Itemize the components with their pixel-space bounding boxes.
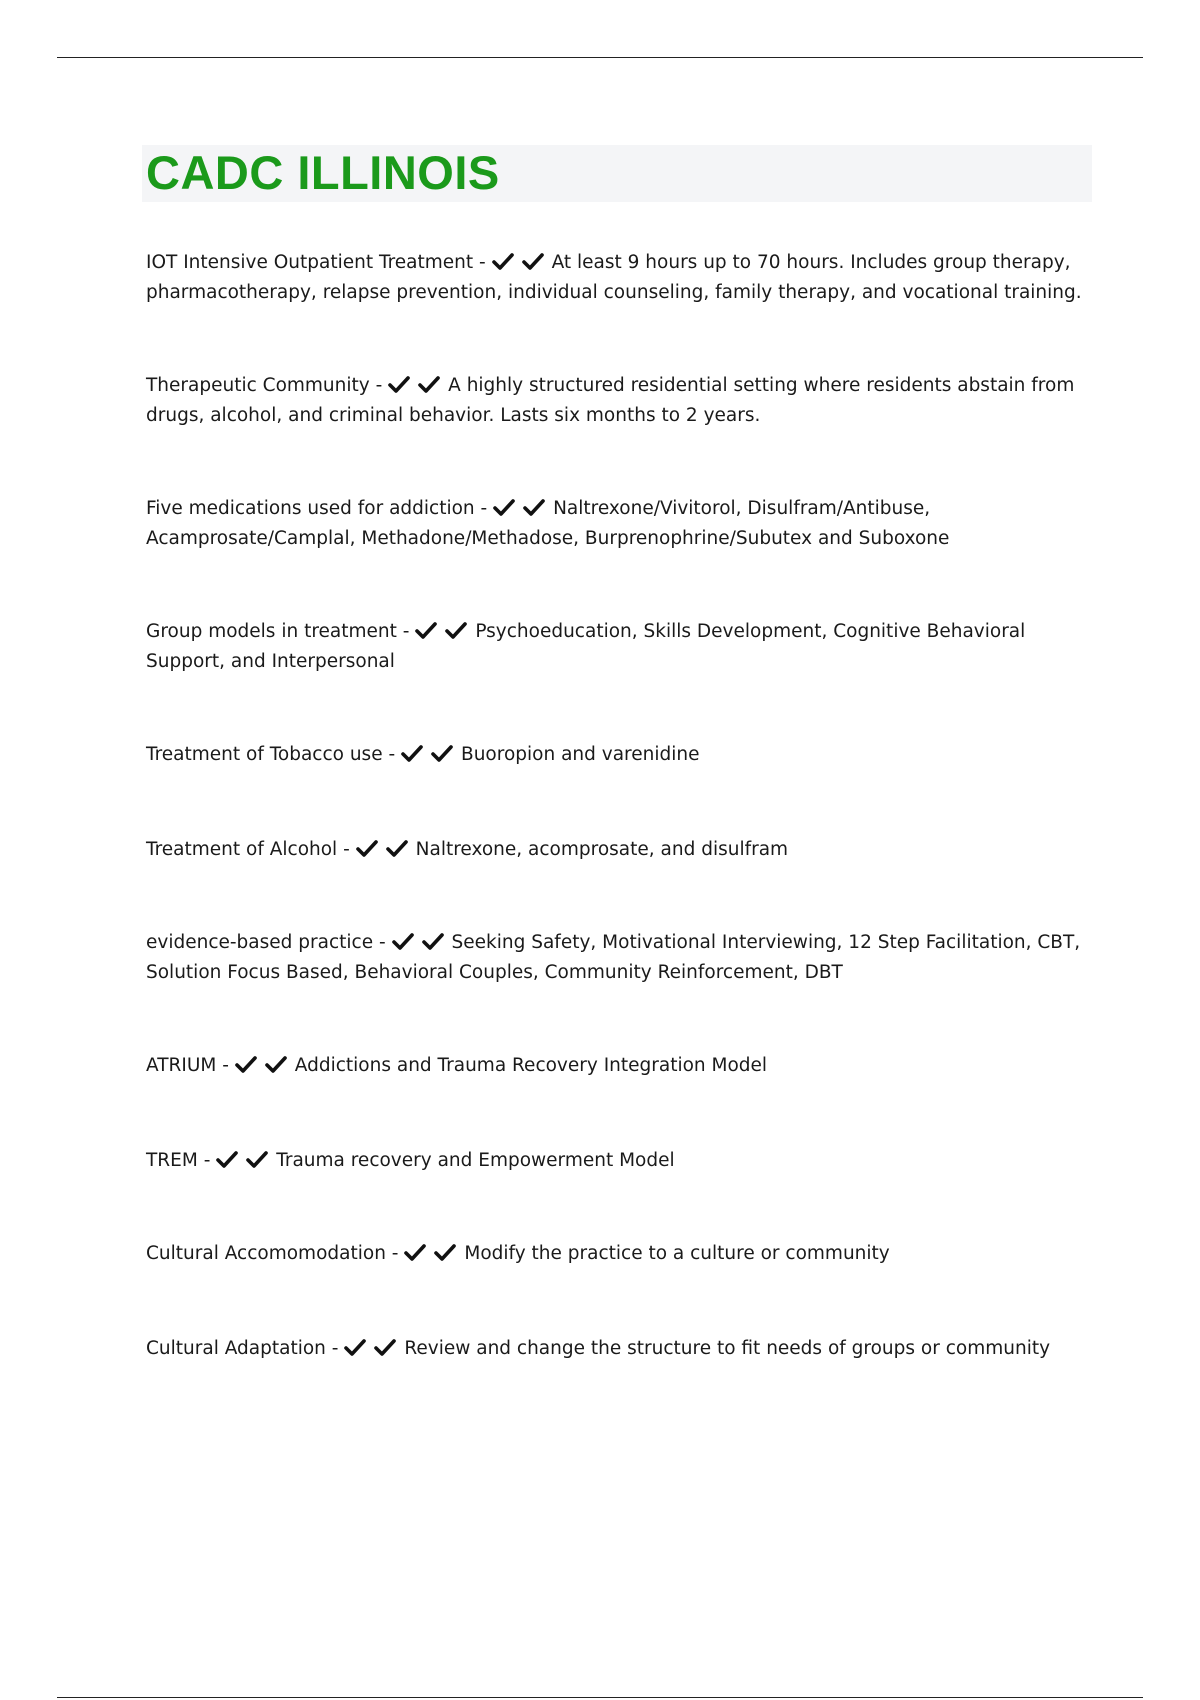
entry-term: Cultural Accomomodation (146, 1243, 386, 1264)
check-mark-icon (374, 1338, 396, 1356)
entry-separator: - (369, 375, 389, 396)
entry-separator: - (197, 1150, 217, 1171)
check-mark-icon (246, 1150, 268, 1168)
flashcard-entry (146, 1146, 1086, 1176)
check-mark-icon (265, 1055, 287, 1073)
entry-answer: Trauma recovery and Empowerment Model (276, 1150, 675, 1171)
flashcard-entry (146, 740, 1086, 770)
check-mark-icon (386, 839, 408, 857)
check-mark-icon (492, 252, 514, 270)
entry-separator: - (337, 839, 356, 860)
entry-separator: - (373, 932, 392, 953)
entry-answer: Review and change the structure to fit needs of groups or community (404, 1338, 1051, 1359)
check-mark-icon (388, 375, 410, 393)
entry-answer: Addictions and Trauma Recovery Integration Model (294, 1055, 768, 1076)
entry-separator: - (216, 1055, 235, 1076)
check-mark-icon (445, 621, 467, 639)
flashcard-entry (146, 928, 1086, 988)
check-mark-icon (392, 932, 414, 950)
flashcard-entry (146, 1334, 1086, 1364)
flashcard-entry (146, 1051, 1086, 1081)
check-mark-icon (415, 621, 437, 639)
check-mark-icon (434, 1243, 456, 1261)
check-mark-icon (404, 1243, 426, 1261)
entry-term: Cultural Adaptation (146, 1338, 326, 1359)
check-mark-icon (401, 744, 423, 762)
entry-separator: - (385, 1243, 405, 1264)
entry-separator: - (382, 744, 402, 765)
check-mark-icon (493, 498, 515, 516)
entry-term: TREM (146, 1150, 198, 1171)
entry-separator: - (474, 498, 494, 519)
flashcard-entry (146, 617, 1086, 677)
document-title: CADC ILLINOIS (146, 146, 500, 199)
entry-separator: - (325, 1338, 345, 1359)
entry-term: Treatment of Alcohol (146, 839, 338, 860)
entry-answer: A highly structured residential setting where residents abstain from drugs, alcohol, and criminal behavior. Lasts six months to 2 years. (146, 375, 1075, 426)
entry-term: Therapeutic Community (146, 375, 370, 396)
check-mark-icon (356, 839, 378, 857)
entry-separator: - (473, 252, 492, 273)
entry-term: IOT Intensive Outpatient Treatment (146, 252, 474, 273)
check-mark-icon (216, 1150, 238, 1168)
entry-answer: Buoropion and varenidine (461, 744, 700, 765)
entry-answer: Naltrexone, acomprosate, and disulfram (415, 839, 789, 860)
flashcard-entry (146, 494, 1086, 554)
entry-answer: Modify the practice to a culture or community (464, 1243, 890, 1264)
check-mark-icon (418, 375, 440, 393)
check-mark-icon (344, 1338, 366, 1356)
header-rule (57, 57, 1143, 58)
entry-term: Group models in treatment (146, 621, 397, 642)
flashcard-entry (146, 371, 1086, 431)
entry-term: ATRIUM (146, 1055, 217, 1076)
check-mark-icon (422, 932, 444, 950)
entry-term: Five medications used for addiction (146, 498, 475, 519)
entry-separator: - (396, 621, 416, 642)
flashcard-entry (146, 248, 1086, 308)
entry-answer: Naltrexone/Vivitorol, Disulfram/Antibuse, Acamprosate/Camplal, Methadone/Methadose, Burprenophrine/Subutex and Suboxone (146, 498, 950, 549)
check-mark-icon (235, 1055, 257, 1073)
entry-term: Treatment of Tobacco use (146, 744, 383, 765)
entry-answer: Seeking Safety, Motivational Interviewing, 12 Step Facilitation, CBT, Solution Focus Based, Behavioral Couples, Community Reinforcement, DBT (146, 932, 1081, 983)
check-mark-icon (522, 252, 544, 270)
entry-answer: Psychoeducation, Skills Development, Cognitive Behavioral Support, and Interpersonal (146, 621, 1026, 672)
entry-answer: At least 9 hours up to 70 hours. Includes group therapy, pharmacotherapy, relapse prevention, individual counseling, family therapy, and vocational training. (146, 252, 1082, 303)
entry-term: evidence-based practice (146, 932, 374, 953)
flashcard-entry (146, 835, 1086, 865)
footer-rule (57, 1697, 1143, 1698)
check-mark-icon (523, 498, 545, 516)
flashcard-entry (146, 1239, 1086, 1269)
check-mark-icon (431, 744, 453, 762)
